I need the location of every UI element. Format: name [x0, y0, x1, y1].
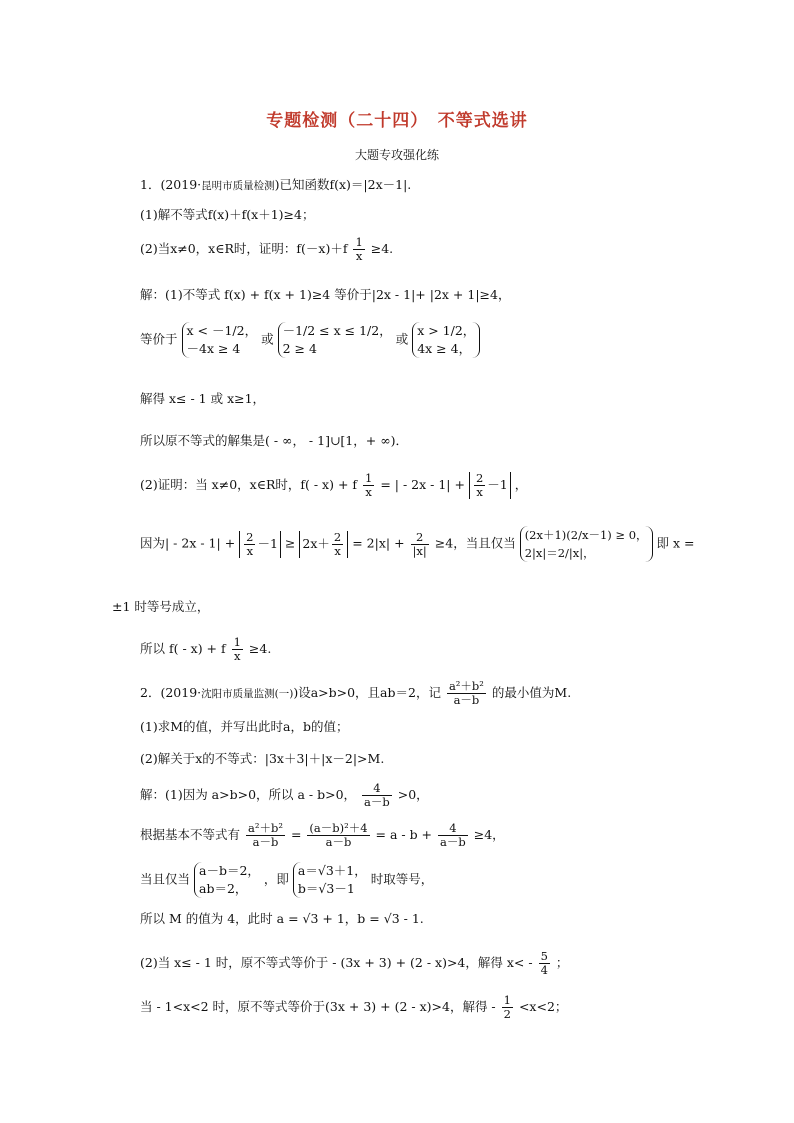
- problem2-part2: (2)解关于x的不等式：|3x＋3|＋|x－2|>M.: [140, 751, 385, 766]
- problem1-part1: (1)解不等式f(x)＋f(x＋1)≥4；: [140, 207, 315, 222]
- iff-system-2: a＝√3＋1， b＝√3－1: [293, 862, 367, 898]
- problem2-equality-condition: 当且仅当 a－b＝2， ab＝2， ，即 a＝√3＋1， b＝√3－1 时取等号，: [140, 863, 434, 896]
- fraction-1-over-x: $\frac{1}{x}$: [355, 235, 363, 263]
- problem2-basic-inequality: 根据基本不等式有 $\frac{\text{a²＋b²}}{a-b}$ = $\frac{\text{(a－b)²＋4}}{a-b}$ = a - b + $\frac{4}{a-b}$ ≥4，: [140, 821, 505, 849]
- problem1-proof-line: (2)证明：当 x≠0，x∈R时，f( - x) + f $\frac{1}{x}$ = | - 2x - 1| + $\frac{2}{x}$ －1 ，: [140, 471, 528, 499]
- problem1-stem: 1．(2019·昆明市质量检测)已知函数f(x)＝|2x－1|.: [140, 177, 412, 192]
- problem2-stem: 2．(2019·沈阳市质量监测(一))设a>b>0，且ab＝2，记 $\frac{\text{a²＋b²}}{a-b}$ 的最小值为M.: [140, 679, 572, 707]
- problem1-solve: 解得 x≤ - 1 或 x≥1，: [140, 391, 266, 406]
- problem1-part2: (2)当x≠0，x∈R时，证明：f(－x)＋f $\frac{1}{x}$ ≥4.: [140, 235, 394, 263]
- problem1-conclusion: 所以 f( - x) + f $\frac{1}{x}$ ≥4.: [140, 635, 272, 663]
- problem2-part1: (1)求M的值，并写出此时a，b的值；: [140, 719, 349, 734]
- problem2-solution-line1: 解：(1)因为 a>b>0，所以 a - b>0， $\frac{4}{a-b}$ >0，: [140, 781, 429, 809]
- problem1-wrap-line: ±1 时等号成立，: [112, 599, 210, 614]
- problem1-solution-line1: 解：(1)不等式 f(x) + f(x + 1)≥4 等价于|2x - 1|+ |2x + 1|≥4，: [140, 287, 511, 302]
- page-title: 专题检测（二十四） 不等式选讲: [266, 111, 528, 131]
- problem2-case1: (2)当 x≤ - 1 时，原不等式等价于 - (3x + 3) + (2 - x)>4，解得 x< - $\frac{5}{4}$ ；: [140, 949, 569, 977]
- system-c: x > 1/2， 4x ≥ 4，: [412, 322, 480, 358]
- problem1-equivalent-systems: 等价于 x < －1/2， －4x ≥ 4 或 －1/2 ≤ x ≤ 1/2， 2 ≥ 4 或 x > 1/2， 4x ≥ 4，: [140, 322, 480, 358]
- problem2-m-value: 所以 M 的值为 4，此时 a = √3 + 1，b = √3 - 1.: [140, 911, 424, 926]
- system-b: －1/2 ≤ x ≤ 1/2， 2 ≥ 4: [278, 322, 392, 358]
- equality-condition-system: (2x＋1)(2/x－1) ≥ 0， 2|x|＝2/|x|，: [520, 526, 653, 562]
- iff-system-1: a－b＝2， ab＝2，: [194, 862, 260, 898]
- problem1-because-line: 因为| - 2x - 1| + $\frac{2}{x}$ －1 ≥ 2x＋ $\frac{2}{x}$ = 2|x| + $\frac{2}{|x|}$ ≥4，当且仅当 (2x＋1)(2/x－1) ≥ 0， 2|x|＝2/|x|， 即 x =: [140, 528, 695, 560]
- page-subtitle: 大题专攻强化练: [354, 148, 439, 162]
- system-a: x < －1/2， －4x ≥ 4: [182, 322, 258, 358]
- problem1-solution-set: 所以原不等式的解集是( - ∞， - 1]∪[1，+ ∞)．: [140, 433, 408, 448]
- problem2-case2: 当 - 1<x<2 时，原不等式等价于(3x + 3) + (2 - x)>4，解得 - $\frac{1}{2}$ <x<2；: [140, 993, 568, 1021]
